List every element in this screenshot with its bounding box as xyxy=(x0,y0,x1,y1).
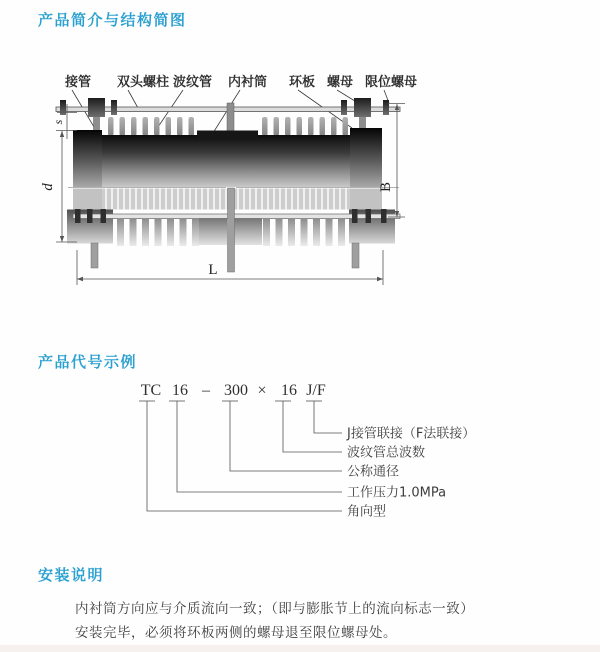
inner-liner-band xyxy=(197,131,258,139)
label-nut: 螺母 xyxy=(327,75,354,90)
installation-line-1: 内衬筒方向应与介质流向一致；（即与膨胀节上的流向标志一致） xyxy=(75,601,475,617)
flange-left-upper xyxy=(73,130,102,187)
code-annotations xyxy=(346,426,475,520)
code-segments xyxy=(141,382,326,399)
code-seg-type: TC xyxy=(140,382,162,399)
section-title-installation: 安装说明 xyxy=(38,566,105,584)
anno-working-pressure: 工作压力1.0MPa xyxy=(347,485,447,501)
flange-right-upper xyxy=(350,128,382,187)
dim-label-s: s xyxy=(51,119,65,125)
anno-wave-count: 波纹管总波数 xyxy=(347,445,426,461)
stud-left-bottom xyxy=(91,243,98,268)
label-ring-plate: 环板 xyxy=(289,75,316,90)
dim-label-b: B xyxy=(378,181,394,193)
stud-center xyxy=(227,103,234,133)
dim-label-l: L xyxy=(208,262,218,278)
bellows-lower-fins-left xyxy=(117,219,199,246)
bellows-lower-fins-right xyxy=(263,219,345,246)
code-seg-connection: J/F xyxy=(306,382,326,399)
label-limit-nut: 限位螺母 xyxy=(365,75,418,90)
liner-lower-right-slab xyxy=(234,216,262,245)
structure-diagram xyxy=(40,60,460,322)
liner-lower-left-slab xyxy=(199,216,227,245)
anno-nominal-diameter: 公称通径 xyxy=(347,464,400,480)
code-seg-times: × xyxy=(257,382,267,399)
label-bellows: 波纹管 xyxy=(173,75,213,90)
stud-center-bottom xyxy=(228,188,235,272)
bellows-crests-right xyxy=(262,117,348,136)
label-stud: 双头螺柱 xyxy=(117,75,170,90)
label-inner-liner: 内衬筒 xyxy=(228,75,268,90)
code-seg-waves: 16 xyxy=(281,382,297,399)
barrel-upper xyxy=(102,135,350,187)
code-example-diagram xyxy=(38,372,538,522)
stud-right-bottom xyxy=(352,243,359,268)
dimension-b xyxy=(378,104,405,218)
dim-label-d: d xyxy=(40,183,56,191)
label-connecting-pipe: 接管 xyxy=(65,75,92,90)
code-seg-dash: – xyxy=(202,382,210,399)
anno-angular-type: 角向型 xyxy=(347,504,387,520)
bellows-crests-left xyxy=(108,117,194,136)
bellows-lower-stripes xyxy=(102,189,350,210)
code-seg-diameter: 300 xyxy=(224,382,248,399)
installation-line-2: 安装完毕，必须将环板两侧的螺母退至限位螺母处。 xyxy=(75,625,397,641)
bottom-tie-rod xyxy=(73,214,400,219)
part-labels xyxy=(64,74,417,90)
code-seg-pressure: 16 xyxy=(172,382,188,399)
anno-connection: J接管联接（F法联接） xyxy=(347,426,476,442)
page-bottom-band xyxy=(0,645,600,652)
flange-left-mid xyxy=(73,189,102,210)
code-connector-lines xyxy=(139,401,342,511)
section-title-code-example: 产品代号示例 xyxy=(38,353,138,371)
section-title-intro: 产品简介与结构简图 xyxy=(38,11,187,29)
installation-instructions xyxy=(75,597,474,645)
